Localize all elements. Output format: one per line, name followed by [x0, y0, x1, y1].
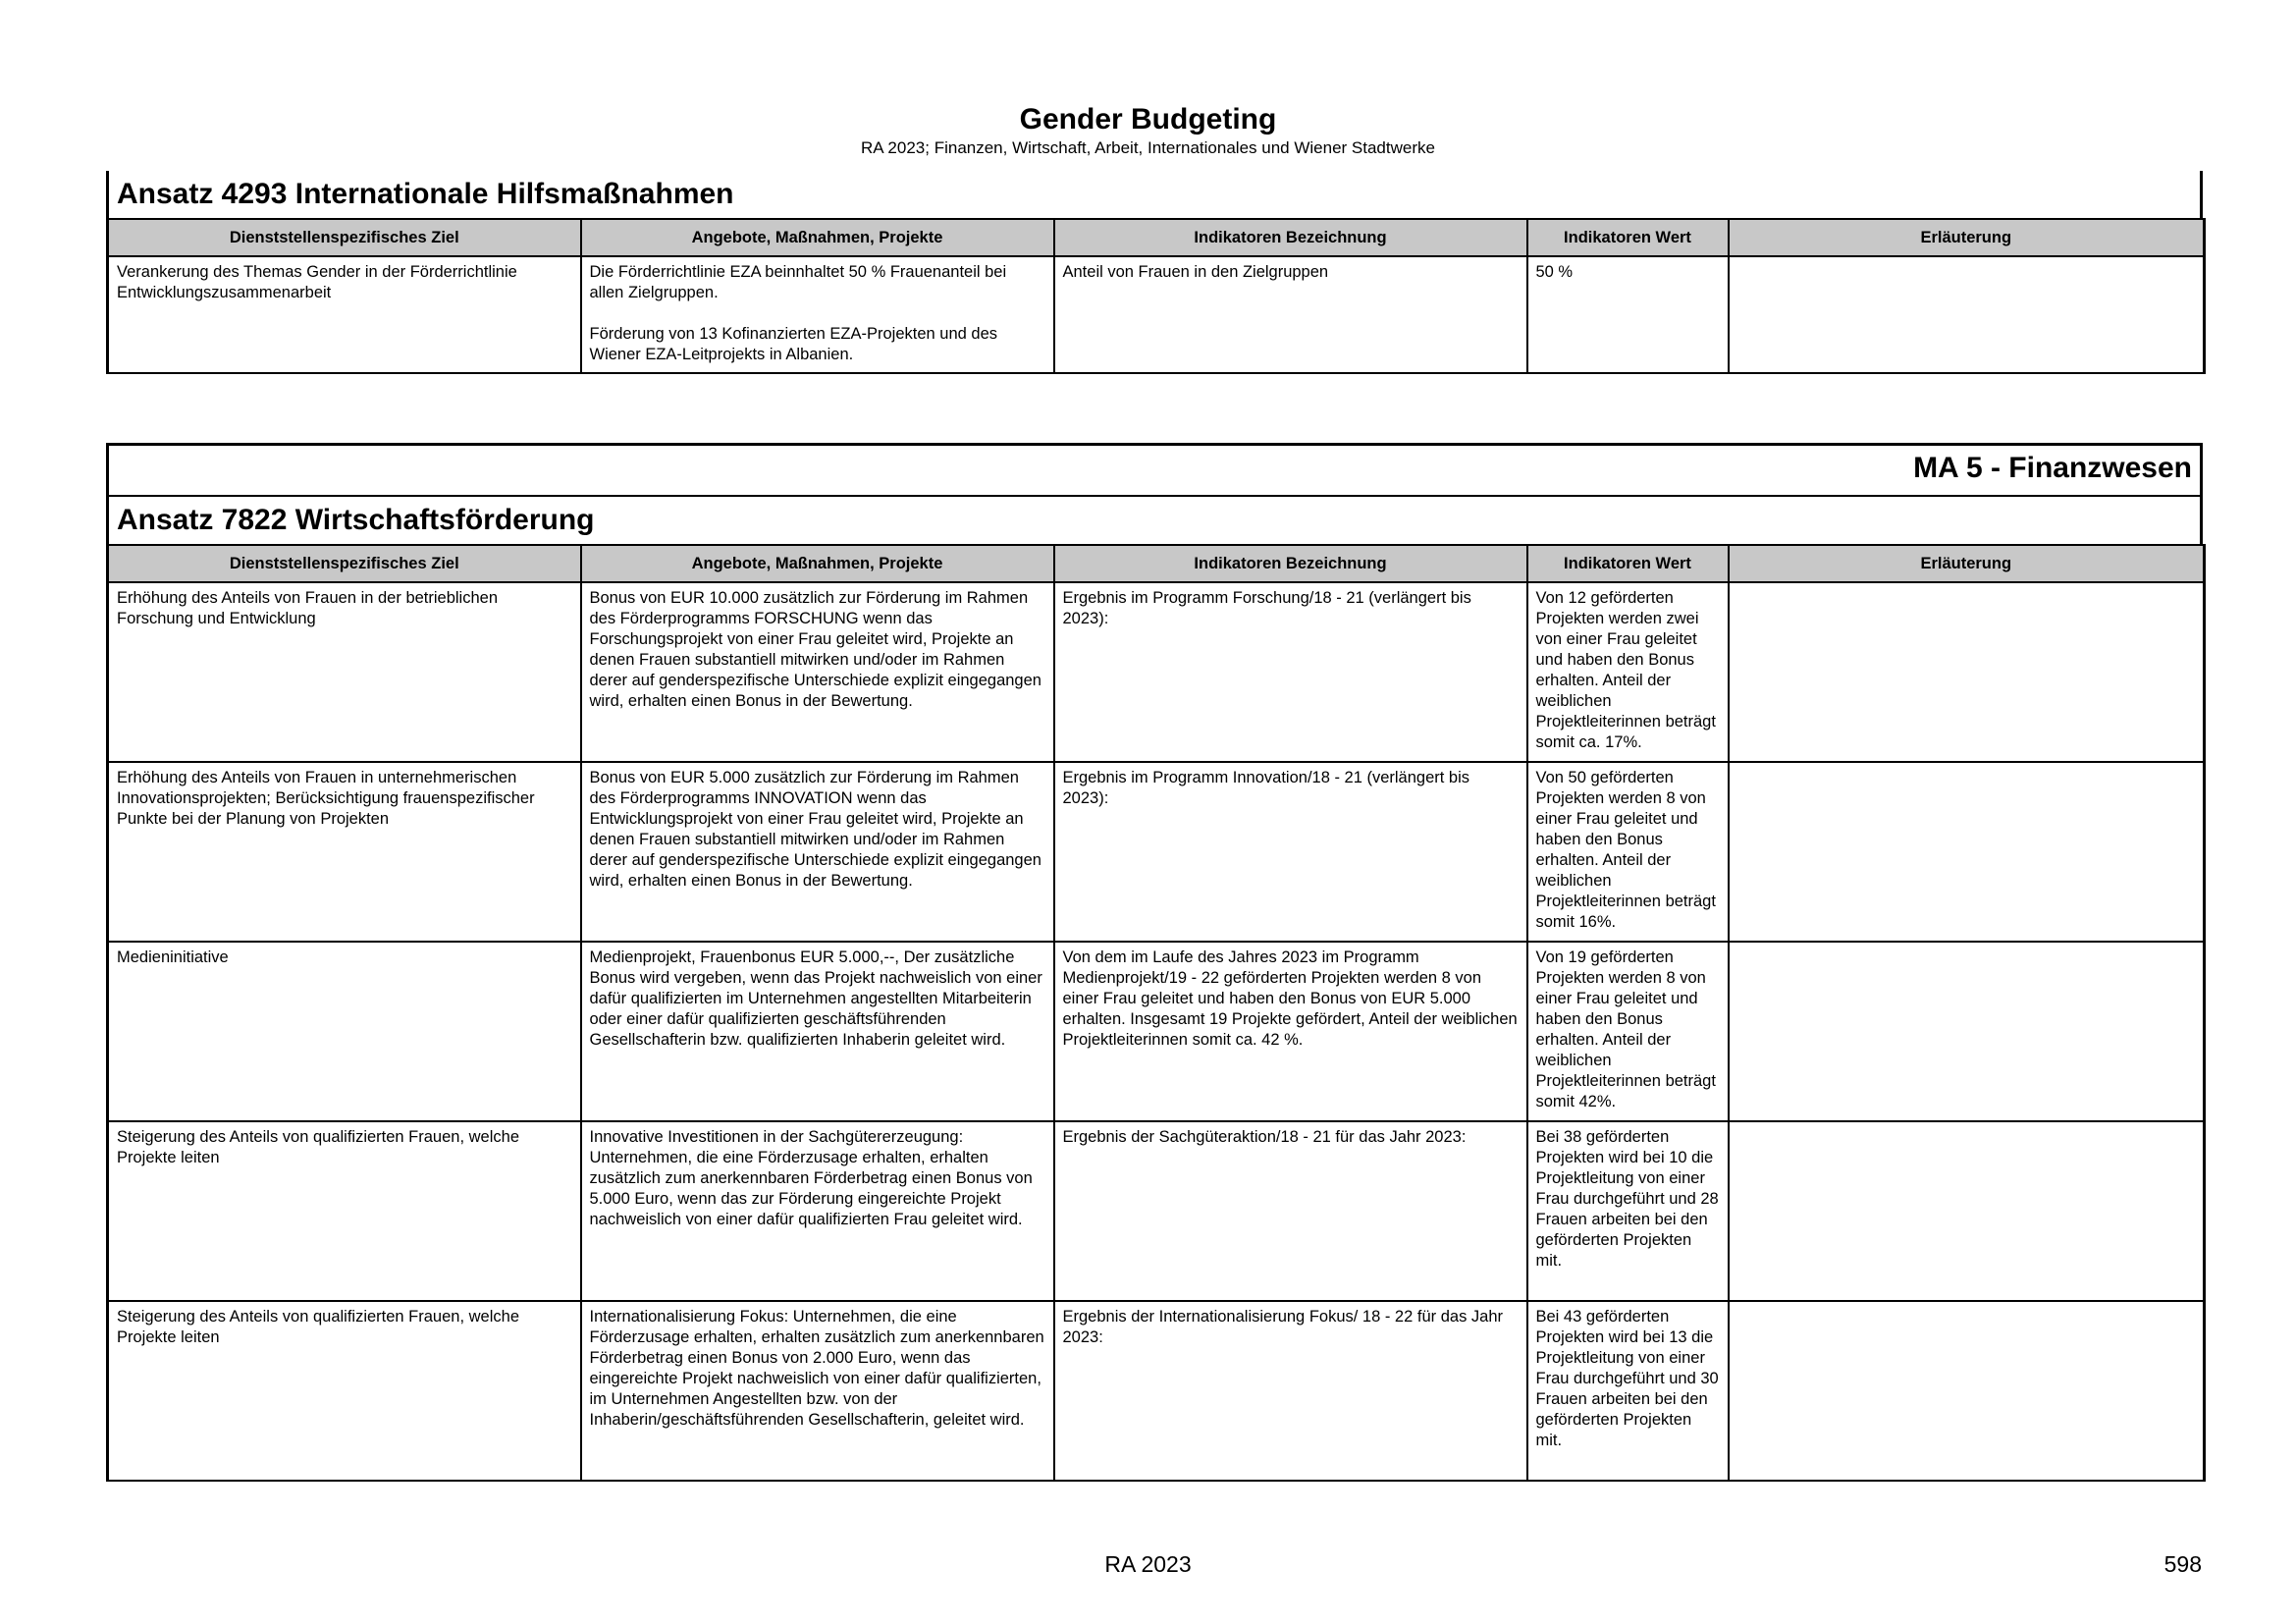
- column-header: Dienststellenspezifisches Ziel: [108, 219, 581, 256]
- footer-label: RA 2023: [1104, 1551, 1192, 1577]
- table-row: [108, 1121, 2205, 1301]
- page-subtitle: RA 2023; Finanzen, Wirtschaft, Arbeit, Internationales und Wiener Stadtwerke: [861, 138, 1435, 157]
- table-header-row: [108, 219, 2205, 256]
- ansatz-title: Ansatz 7822 Wirtschaftsförderung: [106, 497, 2203, 544]
- ziel-cell: Medieninitiative: [108, 942, 581, 1121]
- erlaeuterung-cell: [1729, 1301, 2205, 1481]
- page-number: 598: [2163, 1551, 2202, 1577]
- wert-cell: Von 19 geförderten Projekten werden 8 von einer Frau geleitet und haben den Bonus erhalten. Anteil der weiblichen Projektleiterinnen beträgt somit 42%.: [1527, 942, 1729, 1121]
- angebote-cell: Bonus von EUR 10.000 zusätzlich zur Förderung im Rahmen des Förderprogramms FORSCHUNG wenn das Forschungsprojekt von einer Frau geleitet wird, Projekte an denen Frauen substantiell mitwirken und/oder im Rahmen derer auf genderspezifische Unterschiede explizit eingegangen wird, erhalten einen Bonus in der Bewertung.: [581, 582, 1054, 762]
- angebote-cell: Bonus von EUR 5.000 zusätzlich zur Förderung im Rahmen des Förderprogramms INNOVATION wenn das Entwicklungsprojekt von einer Frau geleitet wird, Projekte an denen Frauen substantiell mitwirken und/oder im Rahmen derer auf genderspezifische Unterschiede explizit eingegangen wird, erhalten einen Bonus in der Bewertung.: [581, 762, 1054, 942]
- angebote-cell: Medienprojekt, Frauenbonus EUR 5.000,--, Der zusätzliche Bonus wird vergeben, wenn das Projekt nachweislich von einer dafür qualifizierten im Unternehmen angestellten Mitarbeiterin oder einer dafür qualifizierten geschäftsführenden Gesellschafterin bzw. qualifizierten Inhaberin geleitet wird.: [581, 942, 1054, 1121]
- column-header: Angebote, Maßnahmen, Projekte: [581, 545, 1054, 582]
- wert-cell: 50 %: [1527, 256, 1729, 373]
- table-row: [108, 762, 2205, 942]
- ziel-cell: Erhöhung des Anteils von Frauen in unternehmerischen Innovationsprojekten; Berücksichtigung frauenspezifischer Punkte bei der Planung von Projekten: [108, 762, 581, 942]
- bezeichnung-cell: Ergebnis der Sachgüteraktion/18 - 21 für das Jahr 2023:: [1054, 1121, 1527, 1301]
- erlaeuterung-cell: [1729, 256, 2205, 373]
- ziel-cell: Steigerung des Anteils von qualifizierten Frauen, welche Projekte leiten: [108, 1301, 581, 1481]
- bezeichnung-cell: Ergebnis im Programm Forschung/18 - 21 (verlängert bis 2023):: [1054, 582, 1527, 762]
- angebote-paragraph: Förderung von 13 Kofinanzierten EZA-Projekten und des Wiener EZA-Leitprojekts in Albanien.: [589, 325, 997, 363]
- column-header: Erläuterung: [1729, 219, 2205, 256]
- column-header: Indikatoren Wert: [1527, 545, 1729, 582]
- wert-cell: Von 50 geförderten Projekten werden 8 von einer Frau geleitet und haben den Bonus erhalten. Anteil der weiblichen Projektleiterinnen beträgt somit 16%.: [1527, 762, 1729, 942]
- table-row: [108, 1301, 2205, 1481]
- erlaeuterung-cell: [1729, 762, 2205, 942]
- angebote-cell: Innovative Investitionen in der Sachgütererzeugung: Unternehmen, die eine Förderzusage erhalten, erhalten zusätzlich zum anerkennbaren Förderbetrag einen Bonus von 5.000 Euro, wenn das zur Förderung eingereichte Projekt nachweislich von einer dafür qualifizierten Frau geleitet wird.: [581, 1121, 1054, 1301]
- bezeichnung-cell: Von dem im Laufe des Jahres 2023 im Programm Medienprojekt/19 - 22 geförderten Projekten werden 8 von einer Frau geleitet und haben den Bonus von EUR 5.000 erhalten. Insgesamt 19 Projekte gefördert, Anteil der weiblichen Projektleiterinnen somit ca. 42 %.: [1054, 942, 1527, 1121]
- section-ansatz-4293: [106, 171, 2203, 374]
- gender-budget-table: [106, 218, 2206, 374]
- column-header: Indikatoren Bezeichnung: [1054, 545, 1527, 582]
- angebote-paragraph: Die Förderrichtlinie EZA beinnhaltet 50 % Frauenanteil bei allen Zielgruppen.: [589, 263, 1007, 301]
- wert-cell: Von 12 geförderten Projekten werden zwei von einer Frau geleitet und haben den Bonus erhalten. Anteil der weiblichen Projektleiterinnen beträgt somit ca. 17%.: [1527, 582, 1729, 762]
- table-row: [108, 256, 2205, 373]
- page-header: [0, 102, 2296, 159]
- gender-budget-table: [106, 544, 2206, 1482]
- table-row: [108, 582, 2205, 762]
- table-header-row: [108, 545, 2205, 582]
- department-title: MA 5 - Finanzwesen: [106, 446, 2203, 497]
- section-ma5: [106, 443, 2203, 1482]
- bezeichnung-cell: Ergebnis im Programm Innovation/18 - 21 (verlängert bis 2023):: [1054, 762, 1527, 942]
- erlaeuterung-cell: [1729, 582, 2205, 762]
- erlaeuterung-cell: [1729, 1121, 2205, 1301]
- column-header: Erläuterung: [1729, 545, 2205, 582]
- column-header: Dienststellenspezifisches Ziel: [108, 545, 581, 582]
- bezeichnung-cell: Ergebnis der Internationalisierung Fokus/ 18 - 22 für das Jahr 2023:: [1054, 1301, 1527, 1481]
- wert-cell: Bei 38 geförderten Projekten wird bei 10 die Projektleitung von einer Frau durchgeführt und 28 Frauen arbeiten bei den geförderten Projekten mit.: [1527, 1121, 1729, 1301]
- column-header: Angebote, Maßnahmen, Projekte: [581, 219, 1054, 256]
- column-header: Indikatoren Wert: [1527, 219, 1729, 256]
- angebote-cell: [581, 256, 1054, 373]
- ziel-cell: Steigerung des Anteils von qualifizierten Frauen, welche Projekte leiten: [108, 1121, 581, 1301]
- wert-cell: Bei 43 geförderten Projekten wird bei 13 die Projektleitung von einer Frau durchgeführt und 30 Frauen arbeiten bei den geförderten Projekten mit.: [1527, 1301, 1729, 1481]
- table-row: [108, 942, 2205, 1121]
- ziel-cell: Erhöhung des Anteils von Frauen in der betrieblichen Forschung und Entwicklung: [108, 582, 581, 762]
- page-title: Gender Budgeting: [1019, 103, 1277, 135]
- column-header: Indikatoren Bezeichnung: [1054, 219, 1527, 256]
- ansatz-title: Ansatz 4293 Internationale Hilfsmaßnahmen: [106, 171, 2203, 218]
- bezeichnung-cell: Anteil von Frauen in den Zielgruppen: [1054, 256, 1527, 373]
- angebote-cell: Internationalisierung Fokus: Unternehmen, die eine Förderzusage erhalten, erhalten zusätzlich zum anerkennbaren Förderbetrag einen Bonus von 2.000 Euro, wenn das eingereichte Projekt nachweislich von einer dafür qualifizierten, im Unternehmen Angestellten bzw. von der Inhaberin/geschäftsführenden Gesellschafterin, geleitet wird.: [581, 1301, 1054, 1481]
- erlaeuterung-cell: [1729, 942, 2205, 1121]
- ziel-cell: Verankerung des Themas Gender in der Förderrichtlinie Entwicklungszusammenarbeit: [108, 256, 581, 373]
